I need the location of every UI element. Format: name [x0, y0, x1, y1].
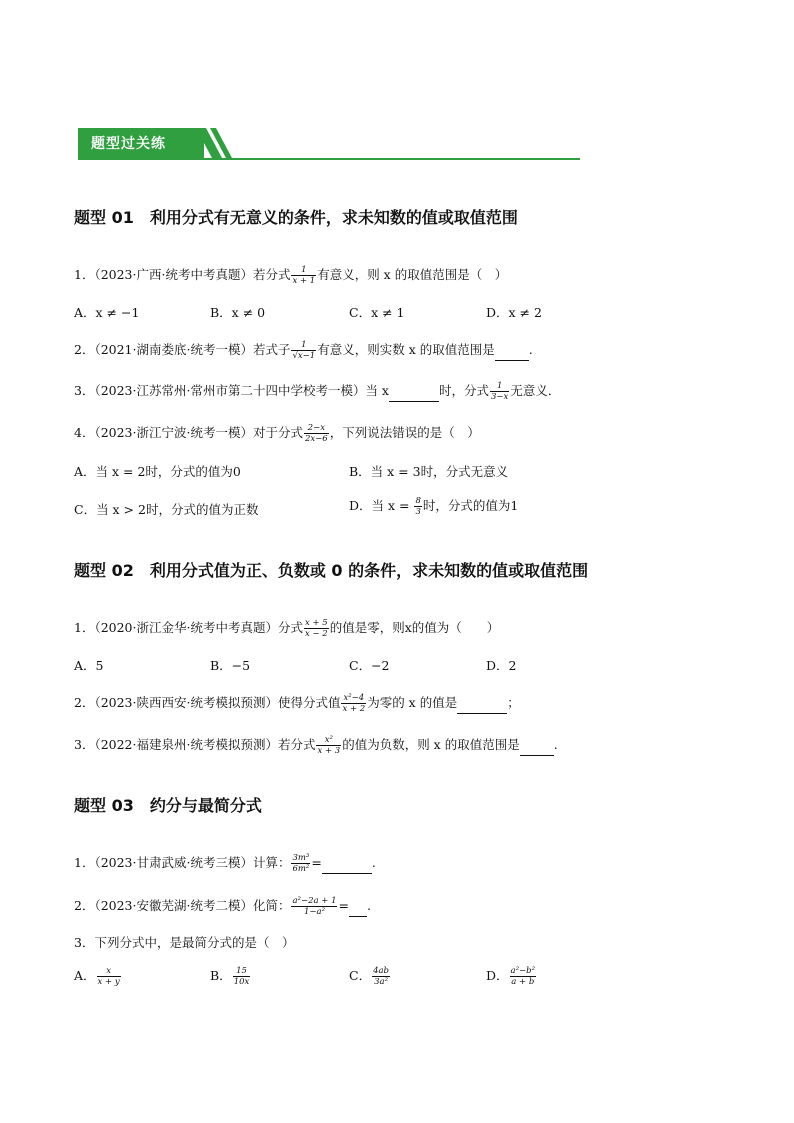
denominator: x + y	[97, 977, 120, 987]
denominator: 3−x	[491, 392, 509, 402]
fraction	[233, 966, 251, 987]
option-b[interactable]	[210, 966, 251, 987]
numerator: x²	[316, 735, 341, 746]
numerator: 2−x	[304, 423, 329, 434]
option-b[interactable]: B．−5	[210, 658, 251, 673]
numerator: x²−4	[343, 693, 365, 703]
option-b[interactable]: B．x ≠ 0	[210, 305, 266, 320]
option-a[interactable]: A．当 x = 2时，分式的值为0	[74, 464, 241, 479]
option-c[interactable]: C．当 x > 2时，分式的值为正数	[74, 502, 259, 517]
question-text: 4．（2023·浙江宁波·统考一模）对于分式	[74, 425, 303, 440]
question-2-2	[74, 693, 520, 714]
question-text: 2．（2023·陕西西安·统考模拟预测）使得分式值	[74, 695, 341, 710]
option-a[interactable]: A．5	[74, 658, 104, 673]
numerator: x	[97, 966, 121, 977]
fraction	[490, 381, 509, 402]
section-number: 题型 02	[74, 561, 134, 580]
answer-blank[interactable]	[349, 904, 367, 917]
fraction	[341, 693, 366, 714]
fraction	[372, 966, 390, 987]
denominator: x − 2	[304, 629, 328, 639]
question-text: 2．（2021·湖南娄底·统考一模）若式子	[74, 342, 291, 357]
section-heading-03	[74, 793, 262, 816]
denominator: √x−1	[292, 351, 316, 361]
answer-blank[interactable]	[495, 348, 529, 361]
numerator: 1	[291, 340, 316, 351]
question-text: 3．（2022·福建泉州·统考模拟预测）若分式	[74, 737, 316, 752]
option-a[interactable]	[74, 966, 122, 987]
denominator: 2x−6	[304, 434, 328, 444]
question-text: 为零的 x 的值是	[367, 695, 458, 710]
question-text: 1．（2023·广西·统考中考真题）若分式	[74, 267, 291, 282]
fraction	[304, 618, 329, 639]
denominator: a + b	[511, 977, 535, 987]
fraction	[291, 265, 316, 286]
option-d[interactable]: D．x ≠ 2	[486, 305, 542, 320]
answer-blank[interactable]	[520, 743, 554, 756]
section-heading-01	[74, 205, 518, 228]
question-text: 2．（2023·安徽芜湖·统考二模）化简：	[74, 898, 291, 913]
option-a[interactable]: A．x ≠ −1	[74, 305, 140, 320]
answer-blank[interactable]	[322, 861, 372, 874]
section-heading-02	[74, 558, 588, 581]
question-text: ，下列说法错误的是（ ）	[329, 425, 480, 440]
option-d[interactable]	[349, 496, 518, 517]
question-text: =	[338, 898, 349, 913]
denominator: x + 2	[342, 704, 366, 714]
denominator: x + 3	[317, 746, 341, 756]
fraction	[291, 896, 337, 917]
option-d[interactable]: D．2	[486, 658, 517, 673]
question-text: .	[553, 737, 558, 752]
section-title: 约分与最简分式	[149, 796, 262, 815]
denominator: 3	[415, 507, 421, 517]
question-text: 无意义．	[510, 383, 561, 398]
numerator: 8	[415, 496, 421, 506]
section-number: 题型 03	[74, 796, 134, 815]
fraction	[291, 853, 310, 874]
option-b[interactable]: B．当 x = 3时，分式无意义	[349, 464, 509, 479]
option-text: 时，分式的值为1	[422, 498, 519, 513]
option-label: A．	[74, 968, 96, 983]
question-3-2	[74, 896, 371, 917]
question-text: 时，分式	[439, 383, 490, 398]
option-c[interactable]	[349, 966, 391, 987]
option-d[interactable]	[486, 966, 537, 987]
section-banner	[78, 128, 580, 160]
option-c[interactable]: C．x ≠ 1	[349, 305, 405, 320]
question-2-3	[74, 735, 558, 756]
option-label: B．	[210, 968, 232, 983]
question-1-3	[74, 381, 560, 402]
fraction	[291, 340, 316, 361]
answer-blank[interactable]	[457, 701, 507, 714]
question-text: 的值是零，则x的值为（ ）	[329, 620, 500, 635]
denominator: 3a²	[374, 977, 388, 987]
option-c[interactable]: C．−2	[349, 658, 390, 673]
answer-blank[interactable]	[389, 389, 439, 402]
question-3-1	[74, 853, 376, 874]
question-1-2	[74, 340, 533, 361]
question-1-1	[74, 265, 507, 286]
fraction	[414, 496, 421, 517]
option-text: D．当 x =	[349, 498, 414, 513]
question-text: 有意义，则 x 的取值范围是（ ）	[317, 267, 508, 282]
question-text: ；	[507, 695, 520, 710]
numerator: 4ab	[373, 966, 389, 976]
banner-title: 题型过关练	[91, 136, 166, 152]
section-number: 题型 01	[74, 208, 134, 227]
fraction	[316, 735, 341, 756]
option-label: C．	[349, 968, 372, 983]
section-title: 利用分式有无意义的条件，求未知数的值或取值范围	[149, 208, 518, 227]
section-title: 利用分式值为正、负数或 0 的条件，求未知数的值或取值范围	[149, 561, 589, 580]
denominator: x + 1	[292, 276, 316, 286]
option-label: D．	[486, 968, 509, 983]
question-text: .	[371, 855, 376, 870]
fraction	[510, 966, 536, 987]
question-text: 1．（2023·甘肃武威·统考三模）计算：	[74, 855, 291, 870]
numerator: 1	[291, 265, 316, 276]
question-text: =	[311, 855, 322, 870]
denominator: 1−a²	[303, 907, 325, 917]
question-text: 1．（2020·浙江金华·统考中考真题）分式	[74, 620, 303, 635]
fraction	[304, 423, 329, 444]
question-3-3: 3．下列分式中，是最简分式的是（ ）	[74, 935, 295, 950]
numerator: 3m³	[292, 853, 310, 863]
numerator: a²−2a + 1	[292, 896, 337, 906]
numerator: x + 5	[304, 618, 328, 628]
question-text: .	[528, 342, 533, 357]
question-2-1	[74, 618, 499, 639]
question-text: 的值为负数，则 x 的取值范围是	[342, 737, 520, 752]
question-text: .	[366, 898, 371, 913]
fraction	[97, 966, 121, 987]
banner-underline	[78, 158, 580, 160]
question-text: 有意义，则实数 x 的取值范围是	[317, 342, 495, 357]
numerator: 15	[233, 966, 251, 977]
question-1-4	[74, 423, 480, 444]
banner-stripes-icon	[196, 128, 236, 160]
numerator: a²−b²	[510, 966, 535, 976]
numerator: 1	[490, 381, 509, 392]
question-text: 3．（2023·江苏常州·常州市第二十四中学校考一模）当 x	[74, 383, 389, 398]
denominator: 10x	[233, 977, 250, 987]
denominator: 6m²	[292, 864, 310, 874]
